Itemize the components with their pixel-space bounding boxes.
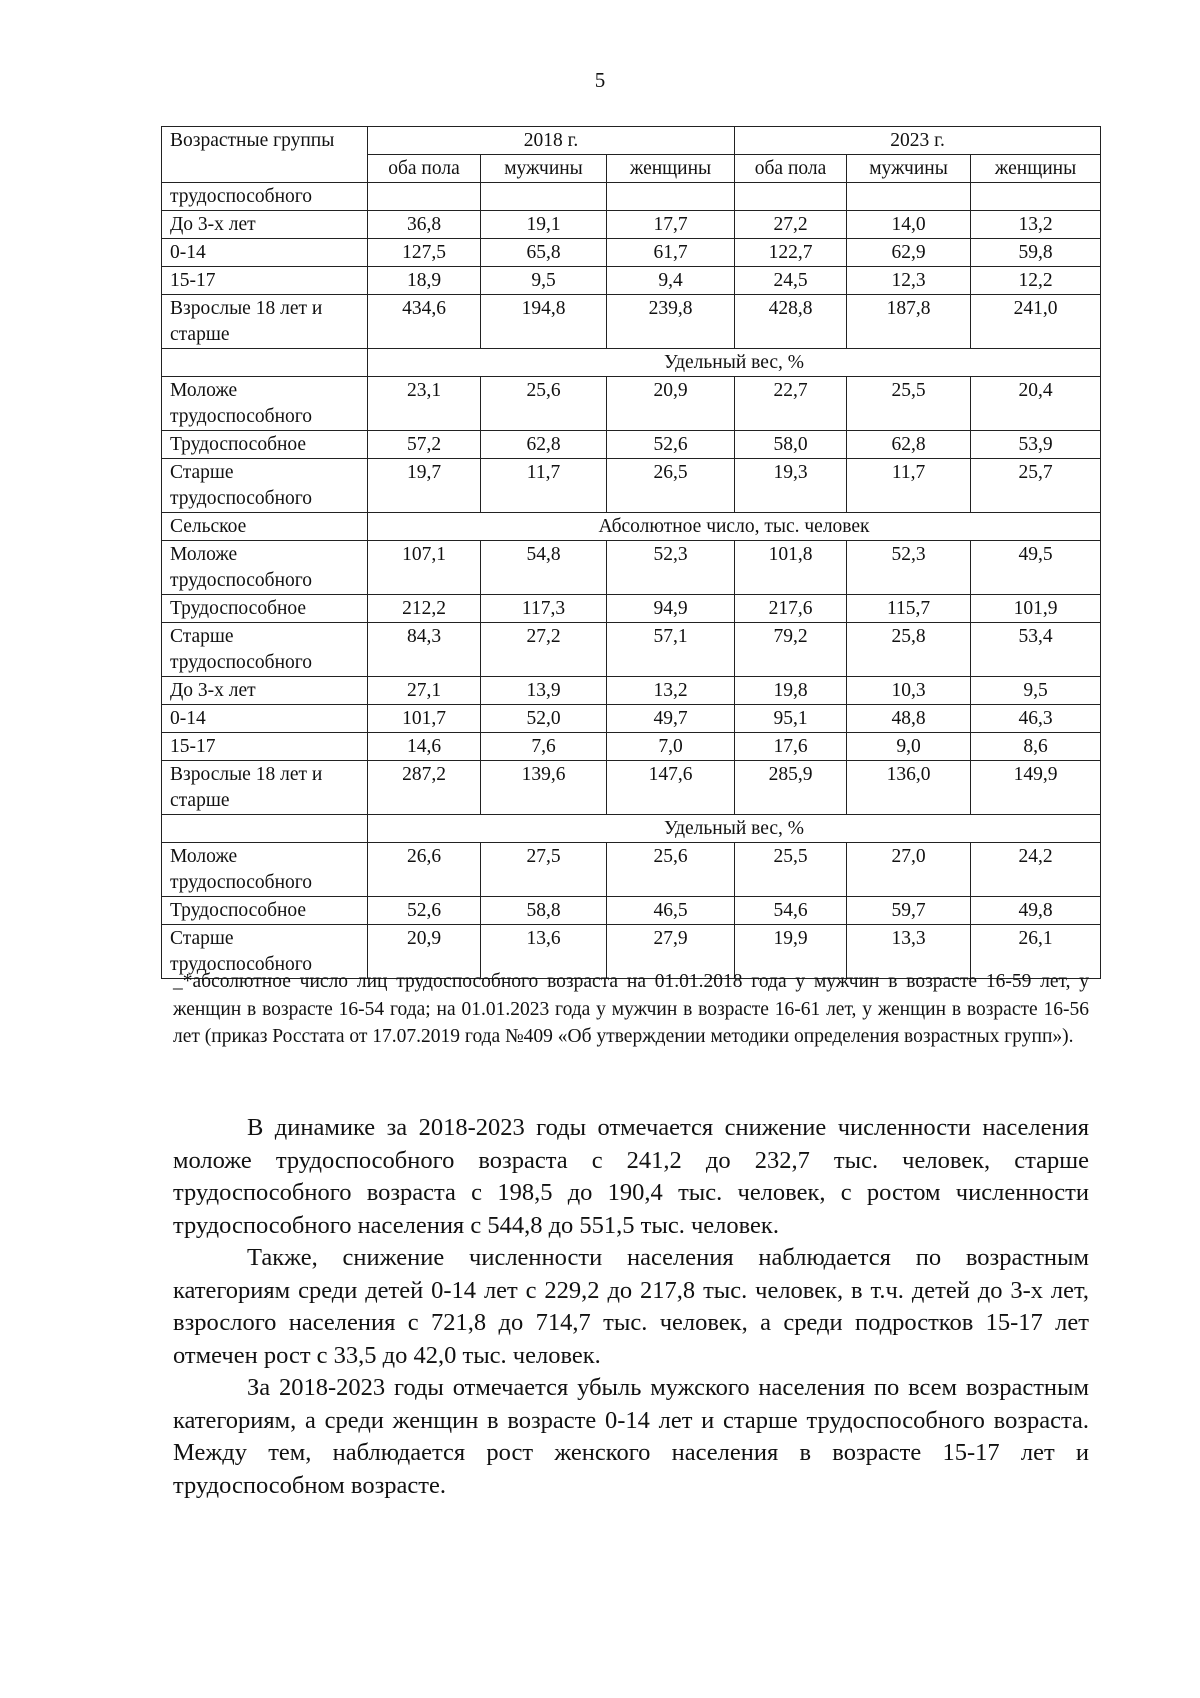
row-label: трудоспособного (162, 183, 368, 211)
table-row (162, 595, 1101, 623)
table-row (162, 267, 1101, 295)
table-cell: 25,6 (481, 377, 607, 431)
table-cell: 127,5 (368, 239, 481, 267)
row-label: Трудоспособное (162, 431, 368, 459)
table-cell: 25,8 (847, 623, 971, 677)
table-cell (481, 183, 607, 211)
row-label: 0-14 (162, 705, 368, 733)
table-cell: 117,3 (481, 595, 607, 623)
table-cell: 22,7 (735, 377, 847, 431)
table-cell: 13,3 (847, 925, 971, 979)
table-cell: 58,0 (735, 431, 847, 459)
row-label: Сельское (162, 513, 368, 541)
table-cell: 25,6 (607, 843, 735, 897)
table-cell: 54,6 (735, 897, 847, 925)
table-cell: 7,0 (607, 733, 735, 761)
table-cell: 9,4 (607, 267, 735, 295)
table-cell (368, 183, 481, 211)
table-cell: 428,8 (735, 295, 847, 349)
table-cell: 52,6 (368, 897, 481, 925)
table-cell: 14,0 (847, 211, 971, 239)
table-row (162, 295, 1101, 349)
table-cell: 95,1 (735, 705, 847, 733)
table-cell: 27,5 (481, 843, 607, 897)
table-cell: 49,7 (607, 705, 735, 733)
table-cell: 26,5 (607, 459, 735, 513)
table-cell: 14,6 (368, 733, 481, 761)
table-row (162, 733, 1101, 761)
table-cell: 19,3 (735, 459, 847, 513)
table-cell: 107,1 (368, 541, 481, 595)
table-cell: 101,8 (735, 541, 847, 595)
table-row (162, 761, 1101, 815)
table-cell: 19,8 (735, 677, 847, 705)
table-cell (735, 183, 847, 211)
table-cell: 217,6 (735, 595, 847, 623)
table-cell: 65,8 (481, 239, 607, 267)
table-section-row (162, 513, 1101, 541)
table-cell: 25,5 (735, 843, 847, 897)
table-cell: 57,1 (607, 623, 735, 677)
table-cell: 19,1 (481, 211, 607, 239)
table-row (162, 541, 1101, 595)
table-cell: 11,7 (847, 459, 971, 513)
table-cell: 239,8 (607, 295, 735, 349)
table-cell: 434,6 (368, 295, 481, 349)
row-label: Старше трудоспособного (162, 925, 368, 979)
row-label: 15-17 (162, 267, 368, 295)
table-cell: 13,6 (481, 925, 607, 979)
paragraph: Также, снижение численности населения наблюдается по возрастным категориям среди детей 0-14 лет с 229,2 до 217,8 тыс. человек, в т.ч. детей до 3-х лет, взрослого населения с 721,8 до 714,7 тыс. человек, а среди подростков 15-17 лет отмечен рост с 33,5 до 42,0 тыс. человек. (173, 1244, 1089, 1369)
subheader-both-2018: оба пола (368, 155, 481, 183)
table-cell: 94,9 (607, 595, 735, 623)
subheader-women-2023: женщины (971, 155, 1101, 183)
table-cell: 13,2 (607, 677, 735, 705)
table-cell: 194,8 (481, 295, 607, 349)
table-row (162, 623, 1101, 677)
table-cell: 24,2 (971, 843, 1101, 897)
table-cell: 53,4 (971, 623, 1101, 677)
table-cell (971, 183, 1101, 211)
table-cell: 20,4 (971, 377, 1101, 431)
table-cell: 46,3 (971, 705, 1101, 733)
table-cell: 62,9 (847, 239, 971, 267)
header-age-groups: Возрастные группы (162, 127, 368, 183)
section-title: Удельный вес, % (368, 349, 1101, 377)
table-cell: 26,1 (971, 925, 1101, 979)
table-row (162, 431, 1101, 459)
table-cell: 7,6 (481, 733, 607, 761)
table-cell: 52,0 (481, 705, 607, 733)
body-text (173, 1112, 1089, 1502)
subheader-men-2018: мужчины (481, 155, 607, 183)
table-row (162, 377, 1101, 431)
row-label: Старше трудоспособного (162, 459, 368, 513)
table-cell: 19,9 (735, 925, 847, 979)
row-label: Моложе трудоспособного (162, 843, 368, 897)
table-cell: 24,5 (735, 267, 847, 295)
row-label (162, 349, 368, 377)
table-cell: 57,2 (368, 431, 481, 459)
row-label: Моложе трудоспособного (162, 541, 368, 595)
table-row (162, 897, 1101, 925)
table-cell: 19,7 (368, 459, 481, 513)
table-cell: 48,8 (847, 705, 971, 733)
table-cell: 27,0 (847, 843, 971, 897)
row-label: 0-14 (162, 239, 368, 267)
table-cell: 59,7 (847, 897, 971, 925)
table-cell: 36,8 (368, 211, 481, 239)
table-cell: 101,7 (368, 705, 481, 733)
table-row (162, 677, 1101, 705)
paragraph: За 2018-2023 годы отмечается убыль мужского населения по всем возрастным категориям, а среди женщин в возрасте 0-14 лет и старше трудоспособного возраста. Между тем, наблюдается рост женского населения в возрасте 15-17 лет и трудоспособном возрасте. (173, 1374, 1089, 1499)
table-row (162, 239, 1101, 267)
subheader-men-2023: мужчины (847, 155, 971, 183)
table-cell: 136,0 (847, 761, 971, 815)
row-label: 15-17 (162, 733, 368, 761)
table-cell: 25,5 (847, 377, 971, 431)
table-cell: 54,8 (481, 541, 607, 595)
row-label: До 3-х лет (162, 211, 368, 239)
table-cell: 20,9 (607, 377, 735, 431)
table-row (162, 211, 1101, 239)
table-cell (607, 183, 735, 211)
table-cell: 46,5 (607, 897, 735, 925)
table-cell: 9,5 (481, 267, 607, 295)
table-cell: 10,3 (847, 677, 971, 705)
table-cell: 27,2 (735, 211, 847, 239)
table-cell: 18,9 (368, 267, 481, 295)
table-cell: 149,9 (971, 761, 1101, 815)
table-section-row (162, 815, 1101, 843)
paragraph: В динамике за 2018-2023 годы отмечается снижение численности населения моложе трудоспособного возраста с 241,2 до 232,7 тыс. человек, старше трудоспособного возраста с 198,5 до 190,4 тыс. человек, с ростом численности трудоспособного населения с 544,8 до 551,5 тыс. человек. (173, 1114, 1089, 1239)
table-cell: 84,3 (368, 623, 481, 677)
table-cell: 53,9 (971, 431, 1101, 459)
subheader-both-2023: оба пола (735, 155, 847, 183)
table-cell: 287,2 (368, 761, 481, 815)
population-table (161, 126, 1101, 979)
table-cell: 212,2 (368, 595, 481, 623)
header-year-2023: 2023 г. (735, 127, 1101, 155)
table-cell: 62,8 (847, 431, 971, 459)
table-cell: 147,6 (607, 761, 735, 815)
table-cell: 115,7 (847, 595, 971, 623)
table-row (162, 705, 1101, 733)
table-cell: 27,2 (481, 623, 607, 677)
table-cell: 9,0 (847, 733, 971, 761)
header-year-2018: 2018 г. (368, 127, 735, 155)
table-cell: 25,7 (971, 459, 1101, 513)
row-label: Взрослые 18 лет и старше (162, 295, 368, 349)
table-cell: 8,6 (971, 733, 1101, 761)
table-cell: 61,7 (607, 239, 735, 267)
footnote: _*абсолютное число лиц трудоспособного возраста на 01.01.2018 года у мужчин в возрасте 16-59 лет, у женщин в возрасте 16-54 года; на 01.01.2023 года у мужчин в возрасте 16-61 лет, у женщин в возрасте 16-56 лет (приказ Росстата от 17.07.2019 года №409 «Об утверждении методики определения возрастных групп»). (173, 971, 1089, 1047)
row-label: Старше трудоспособного (162, 623, 368, 677)
table-cell: 49,8 (971, 897, 1101, 925)
table-cell: 52,6 (607, 431, 735, 459)
table-cell: 17,7 (607, 211, 735, 239)
table-cell: 17,6 (735, 733, 847, 761)
table-cell: 12,2 (971, 267, 1101, 295)
row-label (162, 815, 368, 843)
row-label: Взрослые 18 лет и старше (162, 761, 368, 815)
table-cell: 26,6 (368, 843, 481, 897)
table-cell: 9,5 (971, 677, 1101, 705)
row-label: Трудоспособное (162, 595, 368, 623)
row-label: До 3-х лет (162, 677, 368, 705)
table-row (162, 459, 1101, 513)
table-cell (847, 183, 971, 211)
table-row (162, 183, 1101, 211)
table-cell: 13,2 (971, 211, 1101, 239)
table-cell: 241,0 (971, 295, 1101, 349)
table-cell: 139,6 (481, 761, 607, 815)
table-cell: 12,3 (847, 267, 971, 295)
table-cell: 101,9 (971, 595, 1101, 623)
table-section-row (162, 349, 1101, 377)
row-label: Моложе трудоспособного (162, 377, 368, 431)
table-cell: 79,2 (735, 623, 847, 677)
table-cell: 27,9 (607, 925, 735, 979)
page-number: 5 (594, 68, 606, 92)
section-title: Абсолютное число, тыс. человек (368, 513, 1101, 541)
table-cell: 27,1 (368, 677, 481, 705)
table-cell: 58,8 (481, 897, 607, 925)
table-cell: 122,7 (735, 239, 847, 267)
table-cell: 11,7 (481, 459, 607, 513)
section-title: Удельный вес, % (368, 815, 1101, 843)
table-cell: 59,8 (971, 239, 1101, 267)
table-cell: 62,8 (481, 431, 607, 459)
subheader-women-2018: женщины (607, 155, 735, 183)
table-header (162, 127, 1101, 183)
table-cell: 52,3 (607, 541, 735, 595)
table-cell: 20,9 (368, 925, 481, 979)
table-cell: 285,9 (735, 761, 847, 815)
table-body (162, 183, 1101, 979)
row-label: Трудоспособное (162, 897, 368, 925)
table-row (162, 843, 1101, 897)
table-cell: 23,1 (368, 377, 481, 431)
table-cell: 13,9 (481, 677, 607, 705)
table-cell: 52,3 (847, 541, 971, 595)
table-cell: 187,8 (847, 295, 971, 349)
table-cell: 49,5 (971, 541, 1101, 595)
